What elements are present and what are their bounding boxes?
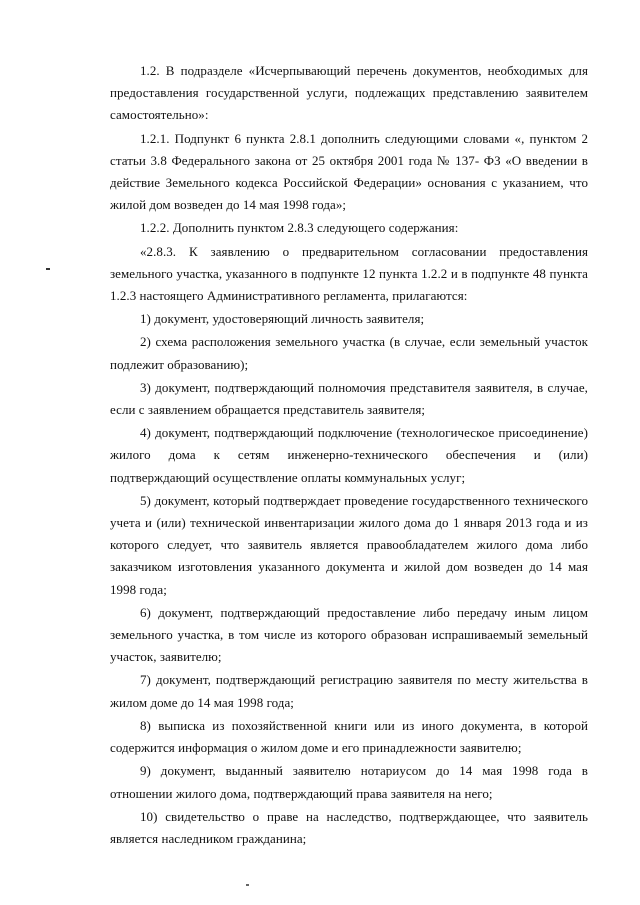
- scan-speck-left: [46, 268, 50, 270]
- list-item-4: 4) документ, подтверждающий подключение (технологическое присоединение) жилого дома к сетям инженерно-технического обеспечения и (или) подтверждающий осуществление оплаты коммунальных услуг;: [110, 425, 588, 485]
- list-item-8: 8) выписка из похозяйственной книги или из иного документа, в которой содержится информация о жилом доме и его принадлежности заявителю;: [110, 717, 588, 756]
- scan-speck-bottom: [246, 884, 249, 886]
- list-item-5: 5) документ, который подтверждает проведение государственного технического учета и (или) технической инвентаризации жилого дома до 1 января 2013 года и из которого следует, что заявитель является правообладателем жилого дома либо заказчиком изготовления указанного документа и жилой дом возведен до 14 мая 1998 года;: [110, 492, 588, 597]
- list-item-7: 7) документ, подтверждающий регистрацию заявителя по месту жительства в жилом доме до 14 мая 1998 года;: [110, 672, 588, 710]
- document-page: [110, 60, 588, 851]
- list-item-2: 2) схема расположения земельного участка (в случае, если земельный участок подлежит образованию);: [110, 334, 588, 372]
- paragraph-1-2: 1.2. В подразделе «Исчерпывающий перечень документов, необходимых для предоставления государственной услуги, подлежащих представлению заявителем самостоятельно»:: [110, 63, 588, 123]
- paragraph-1-2-1: 1.2.1. Подпункт 6 пункта 2.8.1 дополнить следующими словами «, пунктом 2 статьи 3.8 Федерального закона от 25 октября 2001 года № 137- ФЗ «О введении в действие Земельного кодекса Российской Федерации» основания с указанием, что жилой дом возведен до 14 мая 1998 года»;: [110, 130, 588, 213]
- list-item-6: 6) документ, подтверждающий предоставление либо передачу иным лицом земельного участка, в том числе из которого образован испрашиваемый земельный участок, заявителю;: [110, 604, 588, 665]
- list-item-1: 1) документ, удостоверяющий личность заявителя;: [140, 311, 425, 327]
- list-item-9: 9) документ, выданный заявителю нотариусом до 14 мая 1998 года в отношении жилого дома, подтверждающий права заявителя на него;: [110, 763, 588, 801]
- paragraph-1-2-2: 1.2.2. Дополнить пунктом 2.8.3 следующего содержания:: [140, 220, 459, 236]
- list-item-10: 10) свидетельство о праве на наследство, подтверждающее, что заявитель является наследником гражданина;: [110, 808, 588, 846]
- list-item-3: 3) документ, подтверждающий полномочия представителя заявителя, в случае, если с заявлением обращается представитель заявителя;: [110, 379, 588, 418]
- paragraph-2-8-3: «2.8.3. К заявлению о предварительном согласовании предоставления земельного участка, указанного в подпункте 12 пункта 1.2.2 и в подпункте 48 пункта 1.2.3 настоящего Административного регламента, прилагаются:: [110, 243, 588, 304]
